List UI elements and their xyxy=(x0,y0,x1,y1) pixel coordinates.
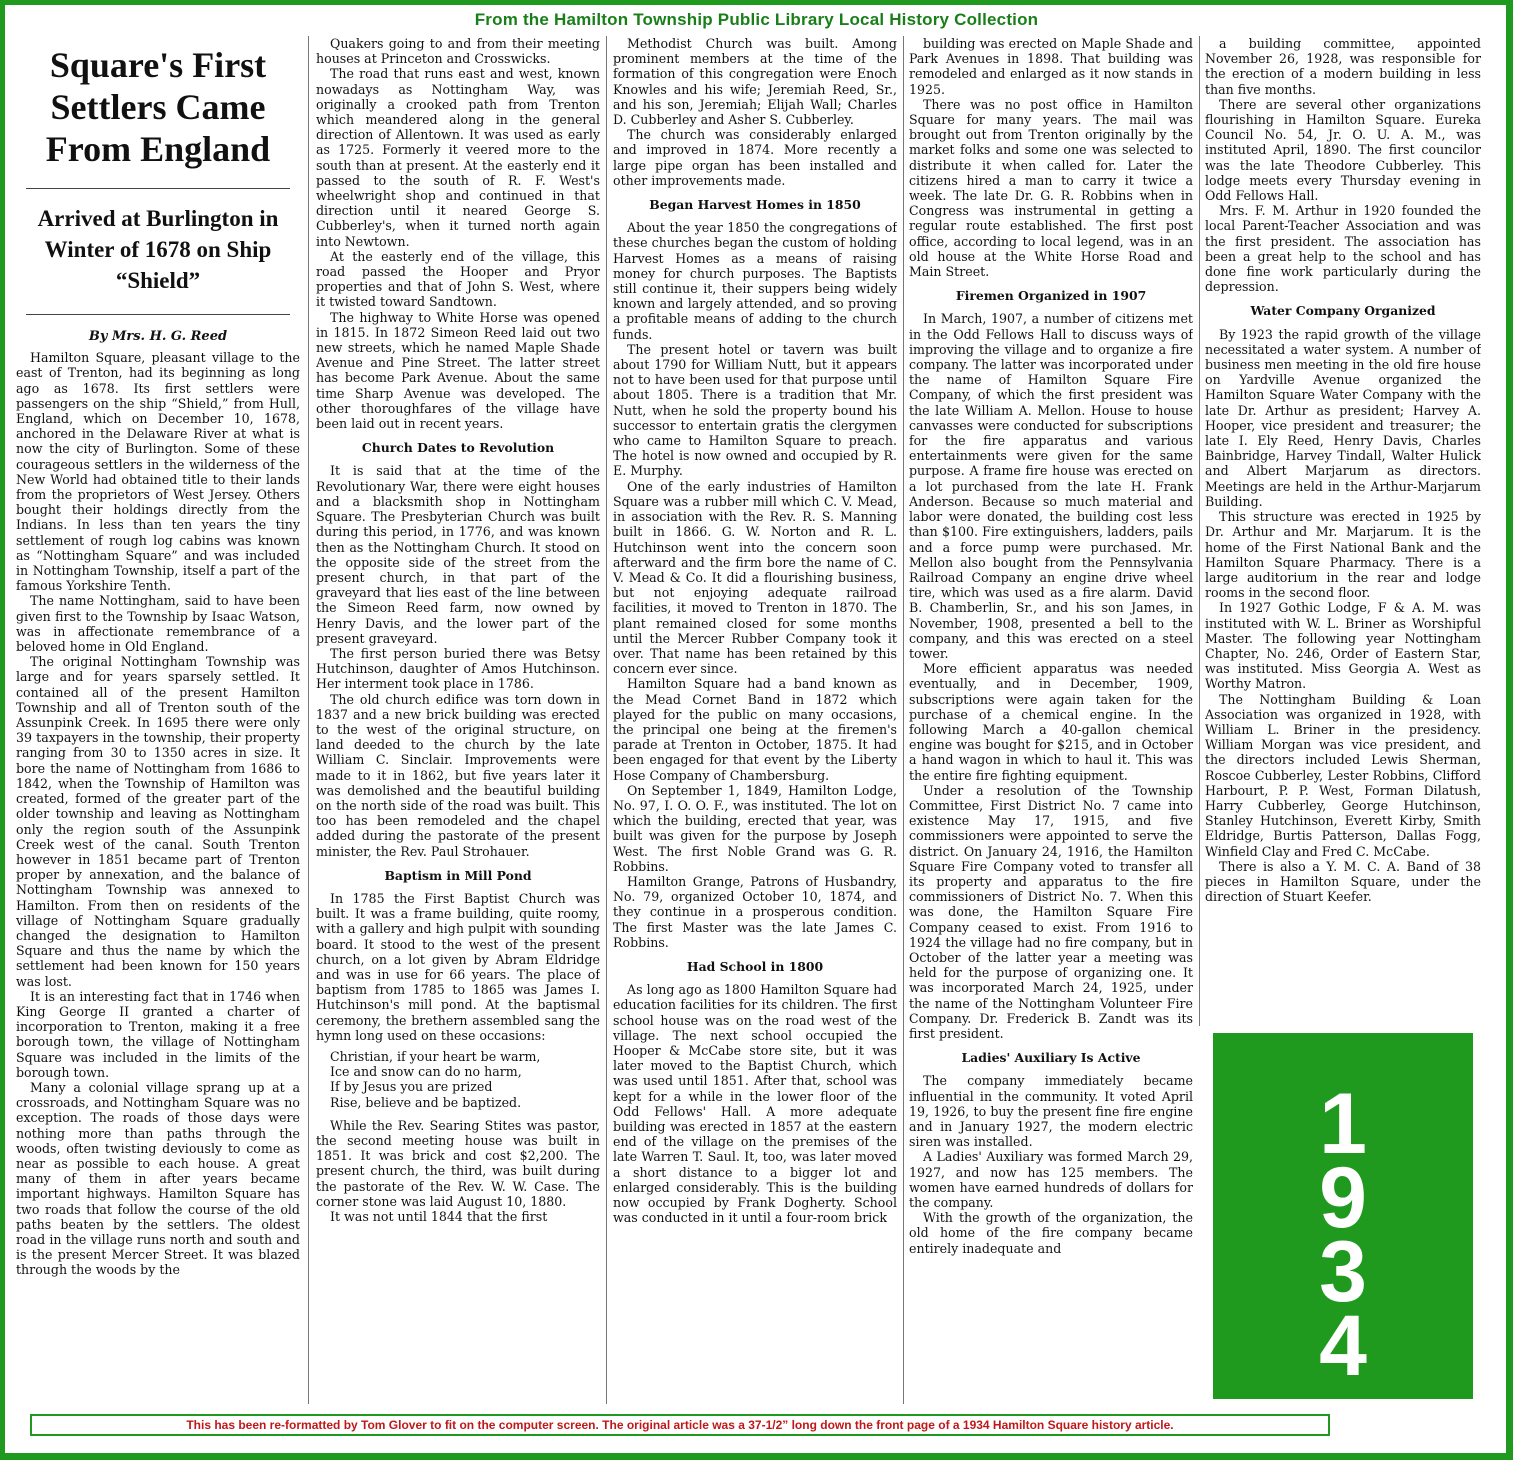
article-paragraph: While the Rev. Searing Stites was pastor, the second meeting house was built in 1851. It was brick and cost $2,200. The present church, the third, was built during the pastorate of the Rev. W. W. Case. The corner stone was laid August 10, 1880. xyxy=(316,1117,600,1209)
article-paragraph: As long ago as 1800 Hamilton Square had education facilities for its children. The first school house was on the road west of the village. The next school occupied the Hooper & McCabe store site, but it was later moved to the Baptist Church, which was used until 1851. After that, school was kept for a while in the lower floor of the Odd Fellows' Hall. A more adequate building was erected in 1857 at the eastern end of the village on the premises of the late Warren T. Saul. It, too, was later moved a short distance to a bigger lot and enlarged considerably. This is the building now occupied by Frank Dogherty. School was conducted in it until a four-room brick xyxy=(613,982,897,1226)
article-headline: Square's First Settlers Came From England xyxy=(45,45,271,169)
article-paragraph: The present hotel or tavern was built about 1790 for William Nutt, but it appears not to have been used for that purpose until about 1805. There is a tradition that Mr. Nutt, when he sold the property bound his successor to entertain gratis the clergymen who came to Hamilton Square to preach. The hotel is now owned and occupied by R. E. Murphy. xyxy=(613,341,897,479)
article-paragraph: About the year 1850 the congregations of these churches began the custom of holding Harvest Homes as a means of raising money for church purposes. The Baptists still continue it, their suppers being widely known and largely attended, and so proving a profitable means of adding to the church funds. xyxy=(613,220,897,342)
column-4-text-b xyxy=(909,311,1193,1041)
article-paragraph: It was not until 1844 that the first xyxy=(330,1209,548,1225)
headline-divider xyxy=(26,188,290,189)
article-paragraph: There was no post office in Hamilton Square for many years. The mail was brought out from Trenton originally by the market folks and some one was selected to distribute it when called for. Later the citizens hired a man to carry it twice a week. The late Dr. G. R. Robbins when in Congress was instrumental in getting a regular route established. The first post office, according to local legend, was in an old house at the White Horse Road and Main Street. xyxy=(909,96,1193,280)
article-paragraph: In March, 1907, a number of citizens met in the Odd Fellows Hall to discuss ways of improving the village and to organize a fire company. The latter was incorporated under the name of Hamilton Square Fire Company, of which the first president was the late William A. Mellon. House to house canvasses were conducted for subscriptions for the fire apparatus and various entertainments were given for the same purpose. A frame fire house was erected on a lot purchased from the late H. Frank Anderson. Because so much material and labor were donated, the building cost less than $100. Fire extinguishers, ladders, pails and a force pump were purchased. Mr. Mellon also bought from the Pennsylvania Railroad Company an engine drive wheel tire, which was used as a fire alarm. David B. Chamberlin, Sr., and his son James, in November, 1908, presented a bell to the company, and this was erected on a steel tower. xyxy=(909,311,1193,661)
article-column-3 xyxy=(613,36,897,1408)
article-paragraph: By 1923 the rapid growth of the village necessitated a water system. A number of business men meeting in the old fire house on Yardville Avenue organized the Hamilton Square Water Company with the late Dr. Arthur as president; Harvey A. Hooper, vice president and treasurer; the late I. Ely Reed, Henry Davis, Charles Bainbridge, Harvey Tindall, Walter Hulick and Albert Marjarum as directors. Meetings are held in the Arthur-Marjarum Building. xyxy=(1205,326,1481,509)
column-rule xyxy=(903,36,904,1404)
section-heading-auxiliary: Ladies' Auxiliary Is Active xyxy=(961,1050,1141,1066)
article-column-5 xyxy=(1205,36,1481,1026)
year-digit: 1 xyxy=(1319,1076,1367,1172)
article-column-1 xyxy=(16,36,300,1408)
article-paragraph: In 1785 the First Baptist Church was built. It was a frame building, quite roomy, with a gallery and high pulpit with sounding board. It stood to the west of the present church, on a lot given by Abram Eldridge and was in use for 66 years. The place of baptism from 1785 to 1865 was James I. Hutchinson's mill pond. At the baptismal ceremony, the brethern assembled sang the hymn long used on these occasions: xyxy=(316,890,600,1043)
article-paragraph: The old church edifice was torn down in 1837 and a new brick building was erected to the west of the original structure, on land deeded to the church by the late William C. Sinclair. Improvements were made to it in 1862, but five years later it was demolished and the beautiful building on the north side of the road was built. This too has been remodeled and the chapel added during the pastorate of the present minister, the Rev. Paul Strohauer. xyxy=(316,691,600,859)
article-byline: By Mrs. H. G. Reed xyxy=(88,329,228,344)
subhead-divider xyxy=(26,314,290,315)
article-paragraph: The company immediately became influential in the community. It voted April 19, 1926, to buy the present fine fire engine and in January 1927, the modern electric siren was installed. xyxy=(909,1073,1193,1150)
article-paragraph: This structure was erected in 1925 by Dr. Arthur and Mr. Marjarum. It is the home of the First National Bank and the Hamilton Square Pharmacy. There is a large auditorium in the rear and lodge rooms in the second floor. xyxy=(1205,509,1481,601)
section-heading-harvest: Began Harvest Homes in 1850 xyxy=(649,197,861,213)
article-paragraph: The original Nottingham Township was large and for years sparsely settled. It contained all of the present Hamilton Township and all of Trenton south of the Assunpink Creek. In 1695 there were only 39 taxpayers in the township, their property ranging from 30 to 1350 acres in size. It bore the name of Nottingham from 1686 to 1842, when the Township of Hamilton was created, formed of the greater part of the older township and leaving as Nottingham only the region south of the Assunpink Creek west of the canal. South Trenton however in 1851 became part of Trenton proper by annexation, and the balance of Nottingham Township was annexed to Hamilton. From then on residents of the village of Nottingham Square gradually changed the designation to Hamilton Square and thus the name by which the settlement had been known for 150 years was lost. xyxy=(16,654,300,989)
article-paragraph: Quakers going to and from their meeting houses at Princeton and Crosswicks. xyxy=(316,36,600,67)
column-5-text-a xyxy=(1205,36,1481,294)
year-digit: 4 xyxy=(1319,1298,1367,1394)
column-rule xyxy=(308,36,309,1404)
column-3-text-a xyxy=(613,36,897,188)
article-paragraph: The church was considerably enlarged and improved in 1874. More recently a large pipe organ has been installed and other improvements made. xyxy=(613,127,897,188)
section-heading-church: Church Dates to Revolution xyxy=(361,440,555,456)
section-heading-water: Water Company Organized xyxy=(1250,303,1436,319)
article-subhead: Arrived at Burlington in Winter of 1678 on Ship “Shield” xyxy=(37,206,279,293)
hymn-verse xyxy=(330,1049,600,1110)
column-4-text-c xyxy=(909,1073,1193,1255)
reformat-note: This has been re-formatted by Tom Glover to fit on the computer screen. The original article was a 37-1/2” long down the front page of a 1934 Hamilton Square history article. xyxy=(30,1414,1330,1436)
column-rule xyxy=(606,36,607,1404)
column-2-text-c xyxy=(316,891,600,1043)
article-paragraph: Under a resolution of the Township Committee, First District No. 7 came into existence May 17, 1915, and five commissioners were appointed to serve the district. On January 24, 1916, the Hamilton Square Fire Company voted to transfer all its property and apparatus to the fire commissioners of District No. 7. When this was done, the Hamilton Square Fire Company ceased to exist. From 1916 to 1924 the village had no fire company, but in October of the latter year a meeting was held for the purpose of organizing one. It was incorporated March 24, 1925, under the name of the Nottingham Volunteer Fire Company. Dr. Frederick B. Zandt was its first president. xyxy=(909,782,1193,1041)
column-5-text-b xyxy=(1205,327,1481,905)
article-paragraph: There are several other organizations flourishing in Hamilton Square. Eureka Council No. 54, Jr. O. U. A. M., was instituted April, 1890. The first councilor was the late Theodore Cubberley. This lodge meets every Thursday evening in Odd Fellows Hall. xyxy=(1205,96,1481,204)
library-credit: From the Hamilton Township Public Library Local History Collection xyxy=(474,10,1039,29)
article-paragraph: a building committee, appointed November 26, 1928, was responsible for the erection of a modern building in less than five months. xyxy=(1205,36,1481,97)
article-paragraph: A Ladies' Auxiliary was formed March 29, 1927, and now has 125 members. The women have earned hundreds of dollars for the company. xyxy=(909,1149,1193,1211)
column-3-text-b xyxy=(613,220,897,950)
verse-line: Christian, if your heart be warm, xyxy=(330,1049,541,1064)
article-column-4 xyxy=(909,36,1193,1408)
article-paragraph: With the growth of the organization, the old home of the fire company became entirely inadequate and xyxy=(909,1210,1193,1256)
article-paragraph: One of the early industries of Hamilton Square was a rubber mill which C. V. Mead, in association with the Rev. R. S. Manning built in 1866. G. W. Norton and R. L. Hutchinson went into the concern soon afterward and the firm bore the name of C. V. Mead & Co. It did a flourishing business, but not enjoying adequate railroad facilities, it moved to Trenton in 1870. The plant remained closed for some months until the Mercer Rubber Company took it over. That name has been retained by this concern ever since. xyxy=(613,478,897,677)
year-digit: 3 xyxy=(1319,1224,1367,1320)
article-paragraph: Methodist Church was built. Among prominent members at the time of the formation of this congregation were Enoch Knowles and his wife; Jeremiah Reed, Sr., and his son, Jeremiah; Elijah Wall; Charles D. Cubberley and Asher S. Cubberley. xyxy=(613,36,897,128)
article-paragraph: Mrs. F. M. Arthur in 1920 founded the local Parent-Teacher Association and was the first president. The association has been a great help to the school and has done fine work particularly during the depression. xyxy=(1205,203,1481,295)
verse-line: Ice and snow can do no harm, xyxy=(330,1064,522,1080)
year-digit: 9 xyxy=(1319,1150,1367,1246)
article-paragraph: Hamilton Grange, Patrons of Husbandry, No. 79, organized October 10, 1874, and they continue in a prosperous condition. The first Master was the late James C. Robbins. xyxy=(613,873,897,950)
article-paragraph: The name Nottingham, said to have been given first to the Township by Isaac Watson, was in affectionate remembrance of a beloved home in Old England. xyxy=(16,593,300,655)
article-paragraph: At the easterly end of the village, this road passed the Hooper and Pryor properties and that of John S. West, where it twisted toward Sandtown. xyxy=(316,248,600,310)
column-2-text-a xyxy=(316,36,600,431)
section-heading-school: Had School in 1800 xyxy=(686,958,824,974)
article-paragraph: In 1927 Gothic Lodge, F & A. M. was instituted with W. L. Briner as Worshipful Master. The following year Nottingham Chapter, No. 246, Order of Eastern Star, was instituted. Miss Georgia A. West as Worthy Matron. xyxy=(1205,600,1481,692)
article-paragraph: More efficient apparatus was needed eventually, and in December, 1909, subscriptions were again taken for the purchase of a chemical engine. In the following March a 40-gallon chemical engine was bought for $215, and in October a hand wagon in which to haul it. This was the entire fire fighting equipment. xyxy=(909,661,1193,783)
year-badge xyxy=(1213,1033,1473,1399)
verse-line: If by Jesus you are prized xyxy=(330,1079,493,1095)
article-paragraph: There is also a Y. M. C. A. Band of 38 pieces in Hamilton Square, under the direction of Stuart Keefer. xyxy=(1205,858,1481,905)
column-rule xyxy=(1199,36,1200,1026)
article-paragraph: The highway to White Horse was opened in 1815. In 1872 Simeon Reed laid out two new streets, which he named Maple Shade Avenue and Pine Street. The latter street has become Park Avenue. About the same time Sharp Avenue was developed. The other thoroughfares of the village have been laid out in recent years. xyxy=(316,309,600,432)
column-2-text-d xyxy=(316,1118,600,1224)
article-paragraph: building was erected on Maple Shade and Park Avenues in 1898. That building was remodeled and enlarged as it now stands in 1925. xyxy=(909,36,1193,97)
verse-line: Rise, believe and be baptized. xyxy=(330,1094,522,1110)
column-4-text-a xyxy=(909,36,1193,279)
article-paragraph: It is said that at the time of the Revolutionary War, there were eight houses and a blacksmith shop in Nottingham Square. The Presbyterian Church was built during this period, in 1776, and was known then as the Nottingham Church. It stood on the opposite side of the street from the present church, in that part of the graveyard that lies east of the line between the Simeon Reed farm, now owned by Henry Davis, and the lower part of the present graveyard. xyxy=(316,463,600,646)
article-paragraph: On September 1, 1849, Hamilton Lodge, No. 97, I. O. O. F., was instituted. The lot on which the building, erected that year, was built was given for the purpose by Joseph West. The first Noble Grand was G. R. Robbins. xyxy=(613,782,897,874)
column-1-text xyxy=(16,350,300,1277)
article-paragraph: It is an interesting fact that in 1746 when King George II granted a charter of incorporation to Trenton, making it a free borough town, the village of Nottingham Square was included in the limits of the borough town. xyxy=(16,988,300,1080)
article-paragraph: Hamilton Square had a band known as the Mead Cornet Band in 1872 which played for the public on many occasions, the principal one being at the firemen's parade at Trenton in October, 1875. It had been engaged for that event by the Liberty Hose Company of Chambersburg. xyxy=(613,676,897,783)
article-paragraph: The first person buried there was Betsy Hutchinson, daughter of Amos Hutchinson. Her interment took place in 1786. xyxy=(316,645,600,692)
section-heading-firemen: Firemen Organized in 1907 xyxy=(955,288,1147,304)
column-2-text-b xyxy=(316,463,600,858)
article-paragraph: The road that runs east and west, known nowadays as Nottingham Way, was originally a crooked path from Trenton which meandered along in the general direction of Allentown. It was used as early as 1725. Formerly it veered more to the south than at present. At the easterly end it passed to the south of R. F. West's wheelwright shop and continued in that direction until it neared George S. Cubberley's, when it turned north again into Newtown. xyxy=(316,66,600,249)
article-paragraph: Many a colonial village sprang up at a crossroads, and Nottingham Square was no exception. The roads of those days were nothing more than paths through the woods, often twisting deviously to come as near as possible to each house. A great many of them in after years became important highways. Hamilton Square has two roads that follow the course of the old paths beaten by the settlers. The oldest road in the village runs north and south and is the present Mercer Street. It was blazed through the woods by the xyxy=(16,1079,300,1278)
section-heading-baptism: Baptism in Mill Pond xyxy=(384,867,532,883)
article-column-2 xyxy=(316,36,600,1408)
article-paragraph: The Nottingham Building & Loan Association was organized in 1928, with William L. Briner in the presidency. William Morgan was vice president, and the directors included Lewis Sherman, Roscoe Cubberley, Lester Robbins, Clifford Harbourt, P. P. West, Forman Dilatush, Harry Cubberley, George Hutchinson, Stanley Hutchinson, Everett Kirby, Smith Eldridge, Burtis Patterson, Dallas Fogg, Winfield Clay and Fred C. McCabe. xyxy=(1205,691,1481,859)
column-3-text-c xyxy=(613,982,897,1225)
article-paragraph: Hamilton Square, pleasant village to the east of Trenton, had its beginning as long ago as 1678. Its first settlers were passengers on the ship “Shield,” from Hull, England, which on December 10, 1678, anchored in the Delaware River at what is now the city of Burlington. Some of these courageous settlers in the wilderness of the New World had obtained title to their lands from the proprietors of West Jersey. Others bought their holdings directly from the Indians. In less than ten years the tiny settlement of rough log cabins was known as “Nottingham Square” and was included in Nottingham Township, itself a part of the famous Yorkshire Tenth. xyxy=(16,350,300,594)
